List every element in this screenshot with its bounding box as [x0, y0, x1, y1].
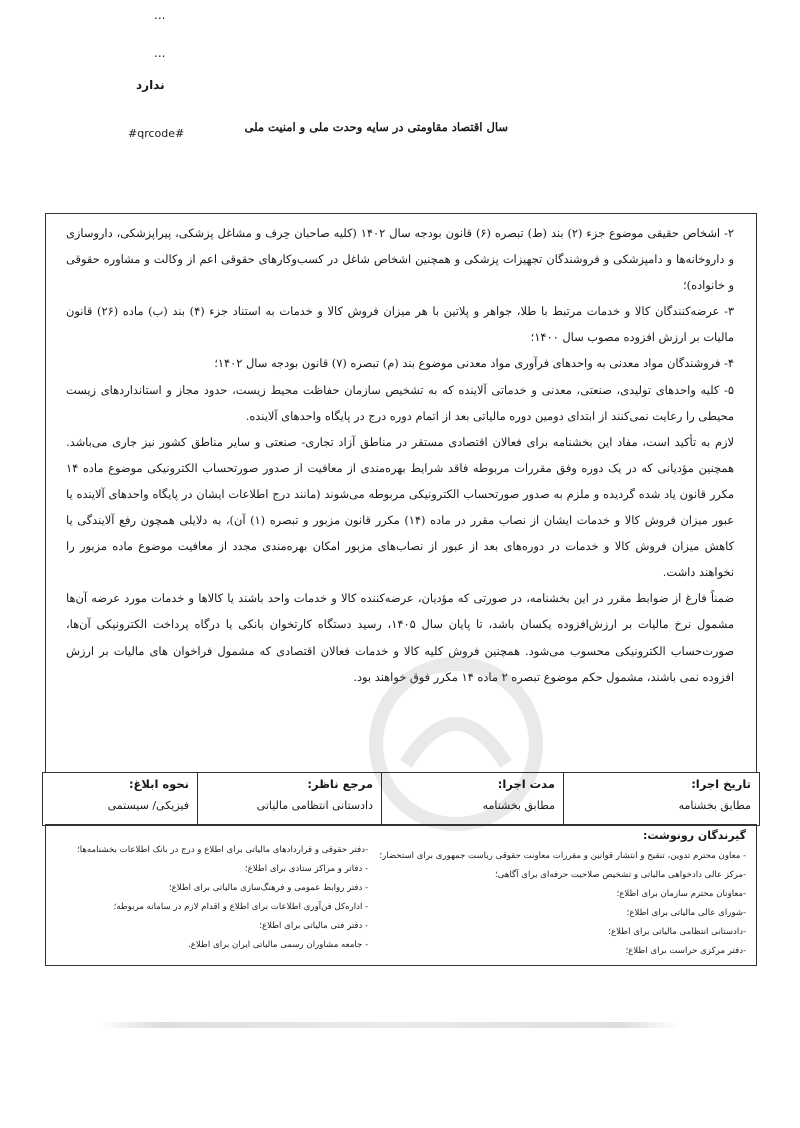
exec-date-label: تاریخ اجرا: — [691, 777, 751, 791]
duration-value: مطابق بخشنامه — [482, 799, 555, 812]
main-text-box — [45, 213, 757, 773]
attachment-value: ندارد — [136, 78, 165, 92]
paragraph-item-4: ۴- فروشندگان مواد معدنی به واحدهای فرآوری مواد معدنی موضوع بند (م) تبصره (۷) قانون بودجه سال ۱۴۰۲؛ — [214, 356, 734, 371]
header-line-1: ... — [154, 8, 166, 22]
exec-date-value: مطابق بخشنامه — [678, 799, 751, 812]
supervisor-cell — [197, 773, 381, 825]
execution-info-table — [42, 772, 760, 826]
list-item: - اداره‌کل فن‌آوری اطلاعات برای اطلاع و اقدام لازم در سامانه مربوطه؛ — [113, 902, 368, 912]
header-line-2: ... — [154, 46, 166, 60]
list-item: - جامعه مشاوران رسمی مالیاتی ایران برای اطلاع. — [188, 940, 368, 950]
exec-date-cell — [563, 773, 759, 825]
duration-cell — [381, 773, 563, 825]
paragraph-note: ضمناً فارغ از ضوابط مقرر در این بخشنامه، در صورتی که مؤدیان، عرضه‌کننده کالا و خدمات واحد باشند یا کالاها و خدمات مورد عرضه آن‌ها مشمول نرخ مالیات بر ارزش‌افزوده یکسان باشد، تا پایان سال ۱۴۰۵، رسید دستگاه کارتخوان بانکی یا درگاه پرداخت الکترونیکی آن‌ها، صورت‌حساب الکترونیکی محسوب می‌شود. همچنین فروش کلیه کالا و خدمات فعالان اقتصادی که مشمول فراخوان های مالیات بر ارزش افزوده نمی باشند، مشمول حکم موضوع تبصره ۲ ماده ۱۴ مکرر فوق خواهند بود. — [66, 591, 734, 684]
list-item: -مرکز عالی دادخواهی مالیاتی و تشخیص صلاحیت حرفه‌ای برای آگاهی؛ — [495, 870, 746, 880]
list-item: -دادستانی انتظامی مالیاتی برای اطلاع؛ — [608, 927, 746, 937]
main-text — [66, 220, 734, 690]
paragraph-item-2: ۲- اشخاص حقیقی موضوع جزء (۲) بند (ط) تبصره (۶) قانون بودجه سال ۱۴۰۲ (کلیه صاحبان حِرف و مشاغل پزشکی، پیراپزشکی، داروسازی و داروخانه‌ها و دامپزشکی و فروشندگان تجهیزات پزشکی و همچنین اشخاص شاغل در کسب‌وکارهای حقوقی اعم از وکالت و مشاوره حقوقی و خانواده)؛ — [66, 226, 734, 293]
paragraph-item-3: ۳- عرضه‌کنندگان کالا و خدمات مرتبط با طلا، جواهر و پلاتین با هر میزان فروش کالا و خدمات به استناد جزء (۴) بند (ب) ماده (۲۶) قانون مالیات بر ارزش افزوده مصوب سال ۱۴۰۰؛ — [66, 304, 734, 345]
slogan: سال اقتصاد مقاومتی در سایه وحدت ملی و امنیت ملی — [244, 120, 508, 134]
list-item: -دفتر حقوقی و قراردادهای مالیاتی برای اطلاع و درج در بانک اطلاعات بخشنامه‌ها؛ — [77, 845, 368, 855]
recipients-title: گیرندگان رونوشت: — [642, 829, 746, 842]
recipients-right-column — [379, 847, 746, 961]
list-item: -شورای عالی مالیاتی برای اطلاع؛ — [626, 908, 746, 918]
notify-value: فیزیکی/ سیستمی — [107, 799, 189, 812]
list-item: -دفتر مرکزی حراست برای اطلاع؛ — [625, 946, 746, 956]
recipients-box — [45, 824, 757, 966]
list-item: -معاونان محترم سازمان برای اطلاع؛ — [616, 889, 746, 899]
list-item: - دفتر روابط عمومی و فرهنگ‌سازی مالیاتی برای اطلاع؛ — [168, 883, 368, 893]
list-item: - دفاتر و مراکز ستادی برای اطلاع؛ — [244, 864, 368, 874]
duration-label: مدت اجرا: — [497, 777, 555, 791]
paragraph-item-5: ۵- کلیه واحدهای تولیدی، صنعتی، معدنی و خدماتی آلاینده که به تشخیص سازمان حفاظت محیط زیست، حدود مجاز و استانداردهای زیست محیطی را رعایت نمی‌کنند از ابتدای دومین دوره مالیاتی بعد از اتمام دوره درج در پایگاه واحدهای آلاینده. — [66, 382, 734, 423]
supervisor-value: دادستانی انتظامی مالیاتی — [256, 799, 373, 812]
paragraph-emphasis: لازم به تأکید است، مفاد این بخشنامه برای فعالان اقتصادی مستقر در مناطق آزاد تجاری- صنعتی و سایر مناطق کشور نیز جاری می‌باشد. همچنین مؤدیانی که در یک دوره وفق مقررات مربوطه فاقد شرایط بهره‌مندی از معافیت از صدور صورتحساب الکترونیکی موضوع ماده ۱۴ مکرر قانون یاد شده گردیده و ملزم به صدور صورتحساب الکترونیکی مربوطه می‌شوند (مانند درج اطلاعات ایشان در پایگاه واحدهای آلاینده یا عبور میزان فروش کالا و خدمات ایشان از نصاب مقرر در ماده (۱۴) مکرر قانون مزبور و تبصره (۱) آن)، به دلایلی همچون رفع آلایندگی یا کاهش میزان فروش کالا و خدمات در دوره‌های بعد از عبور از نصاب‌های مزبور امکان بهره‌مندی مجدد از معافیت موضوع ماده مزبور را نخواهند داشت. — [66, 434, 734, 580]
qrcode-placeholder: #qrcode# — [128, 127, 185, 140]
supervisor-label: مرجع ناظر: — [307, 777, 373, 791]
blurred-footer-line — [100, 1022, 680, 1028]
list-item: - معاون محترم تدوین، تنقیح و انتشار قوانین و مقررات معاونت حقوقی ریاست جمهوری برای استحضار؛ — [379, 851, 746, 861]
notify-label: نحوه ابلاغ: — [128, 777, 189, 791]
list-item: - دفتر فنی مالیاتی برای اطلاع؛ — [259, 921, 368, 931]
notify-cell — [43, 773, 197, 825]
recipients-left-column — [77, 841, 368, 955]
